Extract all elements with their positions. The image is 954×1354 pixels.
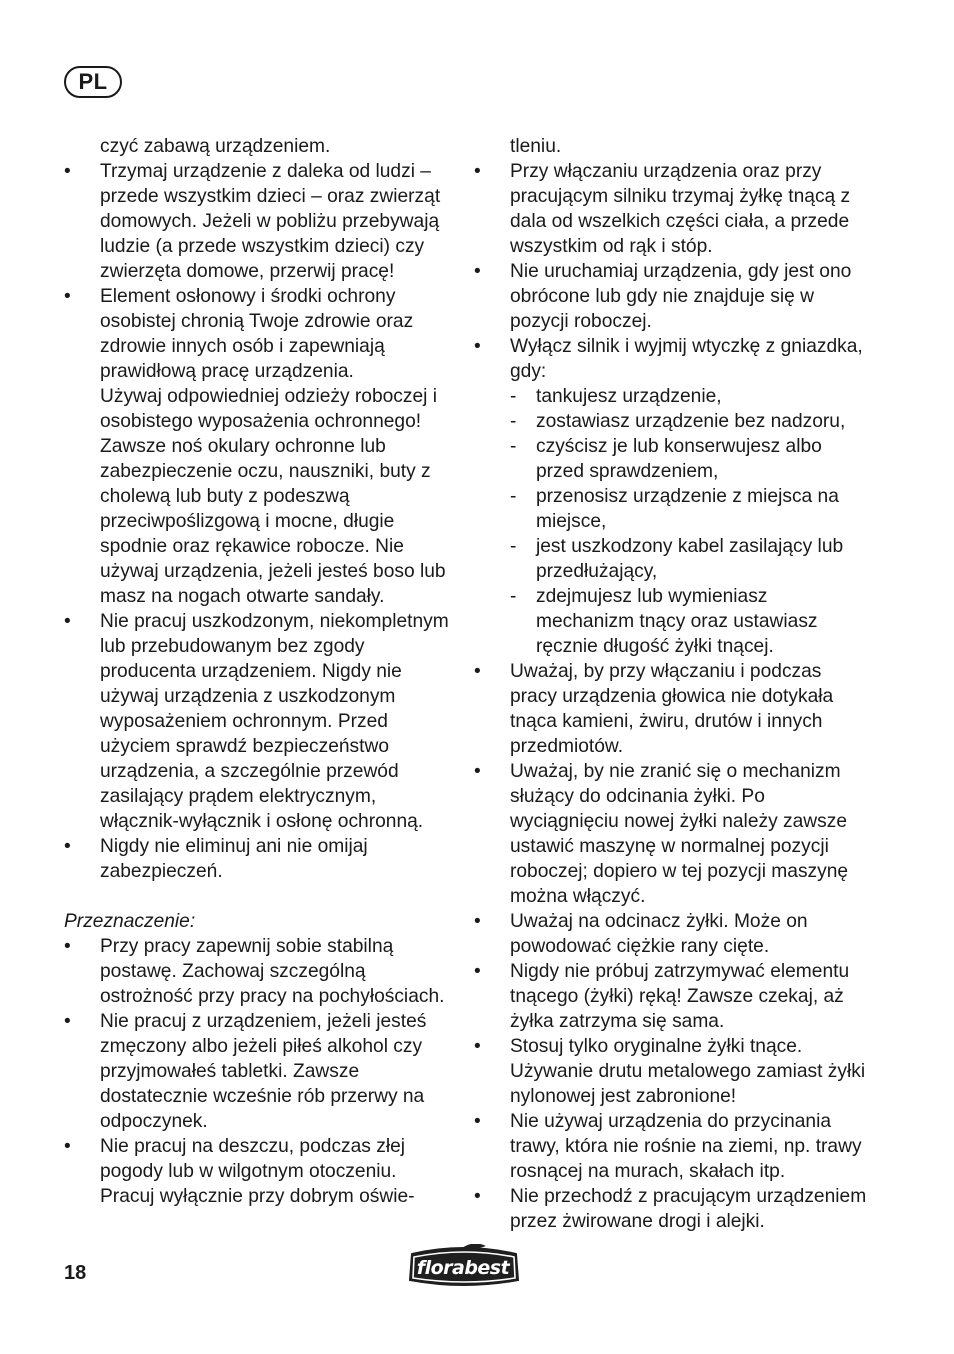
continued-text: czyć zabawą urządzeniem.: [100, 136, 331, 157]
dash-item: - zdejmujesz lub wymieniasz mechanizm tnący oraz ustawiasz ręcznie długość żyłki tnącej.: [510, 584, 869, 659]
right-column: [474, 134, 869, 1234]
florabest-logo: [404, 1244, 522, 1290]
list-item-text: Element osłonowy i środki ochrony osobistej chronią Twoje zdrowie oraz zdrowie innych osób i zapewniają prawidłową pracę urządzenia.: [100, 286, 414, 382]
continued-text: tleniu.: [510, 136, 562, 157]
bullet-list: [64, 159, 449, 884]
logo-text: florabest: [416, 1257, 510, 1279]
dash-list: [510, 384, 869, 659]
list-item: • Trzymaj urządzenie z daleka od ludzi – przede wszystkim dzieci – oraz zwierząt domowych. Jeżeli w pobliżu przebywają ludzie (a przede wszystkim dzieci) czy zwierzęta domowe, przerwij pracę!: [64, 159, 449, 284]
dash-item: - czyścisz je lub konserwujesz albo przed sprawdzeniem,: [510, 434, 869, 484]
left-column: [64, 134, 449, 1209]
section-heading: Przeznaczenie:: [64, 911, 196, 932]
list-item: • Nie używaj urządzenia do przycinania trawy, która nie rośnie na ziemi, np. trawy rosnącej na murach, skałach itp.: [474, 1109, 869, 1184]
dash-item: - przenosisz urządzenie z miejsca na miejsce,: [510, 484, 869, 534]
dash-item: - zostawiasz urządzenie bez nadzoru,: [510, 409, 869, 434]
dash-item: - jest uszkodzony kabel zasilający lub przedłużający,: [510, 534, 869, 584]
list-item: • Uważaj, by przy włączaniu i podczas pracy urządzenia głowica nie dotykała tnąca kamieni, żwiru, drutów i innych przedmiotów.: [474, 659, 869, 759]
list-item: • Nie pracuj na deszczu, podczas złej pogody lub w wilgotnym otoczeniu. Pracuj wyłącznie przy dobrym oświe-: [64, 1134, 449, 1209]
list-item: • Nie uruchamiaj urządzenia, gdy jest ono obrócone lub gdy nie znajduje się w pozycji roboczej.: [474, 259, 869, 334]
list-item: • Nie przechodź z pracującym urządzeniem przez żwirowane drogi i alejki.: [474, 1184, 869, 1234]
page-number: 18: [64, 1262, 87, 1284]
language-badge: [64, 66, 122, 98]
list-item: • Uważaj na odcinacz żyłki. Może on powodować ciężkie rany cięte.: [474, 909, 869, 959]
list-item: • Uważaj, by nie zranić się o mechanizm służący do odcinania żyłki. Po wyciągnięciu nowej żyłki należy zawsze ustawić maszynę w normalnej pozycji roboczej; dopiero w tej pozycji maszynę można włączyć.: [474, 759, 869, 909]
list-item-text: Używaj odpowiedniej odzieży roboczej i osobistego wyposażenia ochronnego! Zawsze noś okulary ochronne lub zabezpieczenie oczu, nauszniki, buty z cholewą lub buty z podeszwą przeciwpoślizgową i mocne, długie spodnie oraz rękawice robocze. Nie używaj urządzenia, jeżeli jesteś boso lub masz na nogach otwarte sandały.: [100, 386, 446, 607]
list-item: [474, 334, 869, 659]
list-item: • Nie pracuj z urządzeniem, jeżeli jesteś zmęczony albo jeżeli piłeś alkohol czy przyjmowałeś tabletki. Zawsze dostatecznie wcześnie rób przerwy na odpoczynek.: [64, 1009, 449, 1134]
list-item: • Nigdy nie próbuj zatrzymywać elementu tnącego (żyłki) ręką! Zawsze czekaj, aż żyłka zatrzyma się sama.: [474, 959, 869, 1034]
list-item-text: Wyłącz silnik i wyjmij wtyczkę z gniazdka, gdy:: [510, 336, 863, 382]
bullet-list: [474, 159, 869, 1234]
list-item: • Nigdy nie eliminuj ani nie omijaj zabezpieczeń.: [64, 834, 449, 884]
list-item: • Przy włączaniu urządzenia oraz przy pracującym silniku trzymaj żyłkę tnącą z dala od wszelkich części ciała, a przede wszystkim od rąk i stóp.: [474, 159, 869, 259]
list-item: • Przy pracy zapewnij sobie stabilną postawę. Zachowaj szczególną ostrożność przy pracy na pochyłościach.: [64, 934, 449, 1009]
dash-item: - tankujesz urządzenie,: [510, 384, 869, 409]
list-item: • Nie pracuj uszkodzonym, niekompletnym lub przebudowanym bez zgody producenta urządzeniem. Nigdy nie używaj urządzenia z uszkodzonym wyposażeniem ochronnym. Przed użyciem sprawdź bezpieczeństwo urządzenia, a szczególnie przewód zasilający prądem elektrycznym, włącznik-wyłącznik i osłonę ochronną.: [64, 609, 449, 834]
language-code: PL: [78, 69, 108, 94]
list-item: [64, 284, 449, 609]
bullet-list: [64, 934, 449, 1209]
list-item: • Stosuj tylko oryginalne żyłki tnące. Używanie drutu metalowego zamiast żyłki nylonowej jest zabronione!: [474, 1034, 869, 1109]
